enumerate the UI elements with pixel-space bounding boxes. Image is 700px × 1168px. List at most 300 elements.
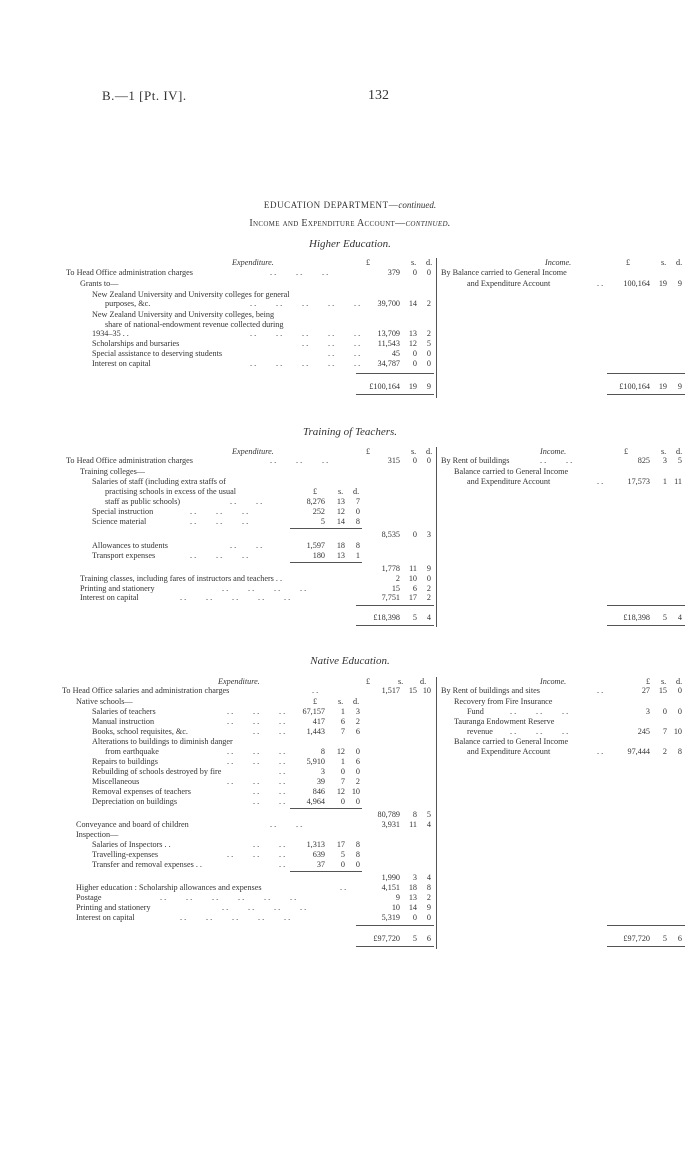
higher-row-shillings: 12 (408, 339, 417, 348)
higher-row-pence: 0 (426, 268, 431, 277)
total-rule (356, 625, 434, 626)
native-school-row-pence: 0 (355, 767, 360, 776)
training-exp-total-shillings: 5 (412, 613, 417, 622)
continued-note: continued. (405, 218, 451, 229)
higher-row-pounds: 39,700 (377, 299, 400, 308)
native-income-row-shillings: 2 (662, 747, 667, 756)
native-inspection-row-leader: . . (253, 840, 260, 849)
higher-row-leader: . . (296, 268, 303, 277)
native-school-row-leader: . . (227, 757, 234, 766)
native-inspection-row-leader: . . (279, 850, 286, 859)
native-school-row-leader: . . (279, 797, 286, 806)
training-row-leader: . . (190, 551, 197, 560)
native-income-row-leader: . . (536, 727, 543, 736)
higher-row: New Zealand University and University colleges for general (92, 290, 290, 299)
native-inspection-row-leader: . . (227, 850, 234, 859)
native-income-row: Tauranga Endowment Reserve (454, 717, 555, 726)
native-row-shillings: 13 (408, 893, 417, 902)
native-inspection-row-leader: . . (253, 850, 260, 859)
training-row-leader: . . (242, 517, 249, 526)
higher-row-label: 1934–35 . . (92, 329, 129, 338)
native-row-leader: . . (206, 913, 213, 922)
subtotal-rule (607, 605, 685, 606)
native-row-pence: 4 (426, 820, 431, 829)
native-row-pence: 8 (426, 883, 431, 892)
native-school-row-leader: . . (253, 707, 260, 716)
native-school-row-leader: . . (253, 757, 260, 766)
column-divider (436, 677, 437, 949)
column-divider (436, 447, 437, 627)
col-shillings: s. (411, 447, 417, 456)
higher-income-row-label: and Expenditure Account (467, 279, 551, 288)
sub-col-pence: d. (353, 487, 360, 496)
native-income-row-leader: . . (562, 707, 569, 716)
native-inspection-row-leader: . . (279, 840, 286, 849)
higher-row-leader: . . (276, 359, 283, 368)
training-row-leader: . . (222, 584, 229, 593)
higher-row-leader: . . (250, 329, 257, 338)
training-row-shillings: 13 (336, 551, 345, 560)
native-row-label: Printing and stationery (76, 903, 151, 912)
total-rule (607, 946, 685, 947)
training-row-leader: . . (206, 593, 213, 602)
training-row-pence: 1 (355, 551, 360, 560)
native-school-row-leader: . . (253, 727, 260, 736)
native-school-row-pounds: 1,443 (306, 727, 325, 736)
subtotal-rule (356, 605, 434, 606)
native-row-label: Conveyance and board of children (76, 820, 189, 829)
native-row-leader: . . (258, 913, 265, 922)
training-row-pence: 0 (426, 574, 431, 583)
higher-row-pounds: 45 (391, 349, 400, 358)
native-inspection-row-pence: 8 (355, 840, 360, 849)
native-row-pounds: 1,517 (381, 686, 400, 695)
expenditure-heading: Expenditure. (232, 258, 274, 267)
training-row-leader: . . (216, 551, 223, 560)
native-school-row-pounds: 3 (320, 767, 325, 776)
training-row-pounds: 180 (312, 551, 325, 560)
training-subtotal-pence: 9 (426, 564, 431, 573)
native-school-row-leader: . . (253, 777, 260, 786)
training-subtotal-shillings: 0 (412, 530, 417, 539)
higher-exp-total-pounds: £100,164 (369, 382, 400, 391)
native-school-row-pence: 6 (355, 727, 360, 736)
native-school-row-pence: 3 (355, 707, 360, 716)
native-income-row-pence: 10 (673, 727, 682, 736)
higher-row-leader: . . (322, 268, 329, 277)
col-shillings: s. (661, 447, 667, 456)
native-income-row-leader: . . (510, 707, 517, 716)
training-row-pounds: 2 (395, 574, 400, 583)
training-income-row-pounds: 825 (637, 456, 650, 465)
native-income-row-pence: 0 (677, 686, 682, 695)
col-pence: d. (676, 447, 683, 456)
training-row-leader: . . (190, 507, 197, 516)
training-income-row: Balance carried to General Income (454, 467, 569, 476)
native-row-pounds: 10 (391, 903, 400, 912)
higher-row-pounds: 11,543 (377, 339, 400, 348)
training-income-row-shillings: 1 (662, 477, 667, 486)
native-income-row: Balance carried to General Income (454, 737, 569, 746)
native-subtotal-pence: 5 (426, 810, 431, 819)
subtotal-rule (290, 562, 362, 563)
training-row-label: Allowances to students (92, 541, 168, 550)
native-row-shillings: 0 (412, 913, 417, 922)
native-income-row: Recovery from Fire Insurance (454, 697, 553, 706)
higher-row-leader: . . (328, 339, 335, 348)
higher-row-leader: . . (302, 299, 309, 308)
native-school-row-label: Removal expenses of teachers (92, 787, 191, 796)
native-inspection-row-pence: 0 (355, 860, 360, 869)
native-school-row-leader: . . (227, 717, 234, 726)
native-row-pounds: 5,319 (381, 913, 400, 922)
native-school-row-pence: 10 (351, 787, 360, 796)
training-row: Salaries of staff (including extra staffs of (92, 477, 226, 486)
training-row-leader: . . (256, 541, 263, 550)
native-school-row-shillings: 0 (340, 767, 345, 776)
training-subtotal-pounds: 8,535 (381, 530, 400, 539)
native-school-row-label: Repairs to buildings (92, 757, 158, 766)
native-inspection-row-leader: . . (279, 860, 286, 869)
native-inc-total-pence: 6 (677, 934, 682, 943)
training-row-leader: . . (300, 584, 307, 593)
sub-col-shillings: s. (338, 697, 344, 706)
expenditure-heading: Expenditure. (232, 447, 274, 456)
higher-income-row-leader: . . (597, 279, 604, 288)
higher-inc-total-pounds: £100,164 (619, 382, 650, 391)
higher-row-leader: . . (250, 299, 257, 308)
higher-row-label: Special assistance to deserving students (92, 349, 223, 358)
native-school-row-leader: . . (279, 727, 286, 736)
expenditure-heading: Expenditure. (218, 677, 260, 686)
higher-row: New Zealand University and University colleges, being (92, 310, 275, 319)
native-inspection-row-label: Salaries of Inspectors . . (92, 840, 171, 849)
native-school-row-shillings: 0 (340, 797, 345, 806)
native-subtotal-pence: 4 (426, 873, 431, 882)
training-row-leader: . . (274, 584, 281, 593)
account-title: Income and Expenditure Account—continued. (249, 218, 451, 229)
higher-income-row-shillings: 19 (658, 279, 667, 288)
native-inc-total-shillings: 5 (662, 934, 667, 943)
native-row-label: To Head Office salaries and administration charges (62, 686, 230, 695)
col-pounds: £ (366, 447, 371, 456)
training-row-pence: 2 (426, 593, 431, 602)
native-subtotal-shillings: 8 (412, 810, 417, 819)
training-row-label: staff as public schools) (105, 497, 181, 506)
training-income-row-leader: . . (540, 456, 547, 465)
native-row-leader: . . (270, 820, 277, 829)
native-row-leader: . . (274, 903, 281, 912)
native-exp-total-pence: 6 (426, 934, 431, 943)
training-row-leader: . . (284, 593, 291, 602)
native-school-row-pence: 6 (355, 757, 360, 766)
page-number: 132 (368, 88, 389, 103)
higher-row-shillings: 0 (412, 349, 417, 358)
training-row-leader: . . (270, 456, 277, 465)
native-income-row-pounds: 3 (645, 707, 650, 716)
native-school-row-pounds: 417 (312, 717, 325, 726)
higher-exp-total-shillings: 19 (408, 382, 417, 391)
native-row-leader: . . (300, 903, 307, 912)
higher-row-shillings: 13 (408, 329, 417, 338)
native-inspection-row-shillings: 5 (340, 850, 345, 859)
higher-row-leader: . . (328, 349, 335, 358)
training-row-leader: . . (248, 584, 255, 593)
higher-row-leader: . . (354, 329, 361, 338)
native-row-leader: . . (180, 913, 187, 922)
training-subtotal-pence: 3 (426, 530, 431, 539)
sub-col-pence: d. (353, 697, 360, 706)
col-pounds: £ (366, 677, 371, 686)
col-pence: d. (420, 677, 427, 686)
higher-row-label: To Head Office administration charges (66, 268, 193, 277)
native-inspection-row-pounds: 639 (312, 850, 325, 859)
native-row-leader: . . (222, 903, 229, 912)
higher-row-label: Scholarships and bursaries (92, 339, 180, 348)
col-pence: d. (676, 258, 683, 267)
native-school-row-pence: 2 (355, 777, 360, 786)
native-row-leader: . . (238, 893, 245, 902)
higher-row-pounds: 34,787 (377, 359, 400, 368)
total-rule (356, 946, 434, 947)
native-school-row-label: Manual instruction (92, 717, 155, 726)
native-school-row-leader: . . (279, 777, 286, 786)
higher-row-pounds: 13,709 (377, 329, 400, 338)
higher-row-shillings: 0 (412, 268, 417, 277)
subtotal-rule (607, 373, 685, 374)
higher-row-shillings: 14 (408, 299, 417, 308)
training-row-shillings: 6 (412, 584, 417, 593)
native-school-row-label: Books, school requisites, &c. (92, 727, 188, 736)
native-school-row-pence: 2 (355, 717, 360, 726)
native-row-label: Postage (76, 893, 102, 902)
native-school-row-shillings: 6 (340, 717, 345, 726)
training-row-leader: . . (242, 551, 249, 560)
training-subtotal-pounds: 1,778 (381, 564, 400, 573)
training-row-pence: 7 (355, 497, 360, 506)
training-row-leader: . . (296, 456, 303, 465)
native-school-row-leader: . . (279, 767, 286, 776)
native-school-row-pounds: 8 (320, 747, 325, 756)
training-inc-total-pounds: £18,398 (623, 613, 650, 622)
training-income-row-label: By Rent of buildings (441, 456, 510, 465)
higher-row-pence: 5 (426, 339, 431, 348)
higher-income-row: By Balance carried to General Income (441, 268, 567, 277)
training-row-pounds: 1,597 (306, 541, 325, 550)
native-inspection-row-label: Travelling-expenses (92, 850, 159, 859)
native-income-row-shillings: 7 (662, 727, 667, 736)
training-row-shillings: 0 (412, 456, 417, 465)
native-row-leader: . . (232, 913, 239, 922)
native-row-label: Higher education : Scholarship allowances and expenses (76, 883, 262, 892)
training-row-shillings: 10 (408, 574, 417, 583)
native-school-row-shillings: 7 (340, 727, 345, 736)
training-income-row-pence: 5 (677, 456, 682, 465)
native-row-leader: . . (160, 893, 167, 902)
training-income-row-pence: 11 (674, 477, 682, 486)
native-inspection-row-shillings: 17 (336, 840, 345, 849)
native-row: Native schools— (76, 697, 133, 706)
higher-row-label: Interest on capital (92, 359, 151, 368)
training-row-leader: . . (322, 456, 329, 465)
subtotal-rule (290, 808, 362, 809)
income-heading: Income. (540, 447, 567, 456)
native-subtotal-shillings: 3 (412, 873, 417, 882)
training-row-label: Special instruction (92, 507, 154, 516)
native-school-row-leader: . . (279, 757, 286, 766)
native-school-row-leader: . . (253, 787, 260, 796)
col-pounds: £ (366, 258, 371, 267)
native-school-row-leader: . . (227, 707, 234, 716)
native-school-row-label: Salaries of teachers (92, 707, 156, 716)
native-row-leader: . . (312, 686, 319, 695)
col-pence: d. (676, 677, 683, 686)
native-school-row-pence: 0 (355, 797, 360, 806)
native-income-row-label: Fund (467, 707, 484, 716)
training-row-shillings: 18 (336, 541, 345, 550)
native-school-row-leader: . . (227, 747, 234, 756)
section-heading-higher: Higher Education. (309, 238, 391, 250)
native-row-pounds: 9 (395, 893, 400, 902)
training-row-pence: 0 (355, 507, 360, 516)
training-income-row-pounds: 17,573 (627, 477, 650, 486)
native-school-row-leader: . . (253, 797, 260, 806)
training-row-pounds: 252 (312, 507, 325, 516)
higher-row-leader: . . (276, 299, 283, 308)
higher-row-leader: . . (250, 359, 257, 368)
training-subtotal-shillings: 11 (409, 564, 417, 573)
higher-row-leader: . . (328, 299, 335, 308)
total-rule (607, 625, 685, 626)
department-title: EDUCATION DEPARTMENT—continued. (263, 200, 437, 210)
native-school-row-leader: . . (279, 747, 286, 756)
native-income-row-label: revenue (467, 727, 493, 736)
native-school-row-pounds: 5,910 (306, 757, 325, 766)
higher-row-leader: . . (328, 329, 335, 338)
training-row-label: Transport expenses (92, 551, 156, 560)
sub-col-pounds: £ (313, 487, 318, 496)
native-row-leader: . . (212, 893, 219, 902)
subtotal-rule (290, 871, 362, 872)
training-income-row-label: and Expenditure Account (467, 477, 551, 486)
native-school-row-shillings: 1 (340, 707, 345, 716)
higher-row-leader: . . (276, 329, 283, 338)
native-income-row-label: and Expenditure Account (467, 747, 551, 756)
native-school-row-pounds: 4,964 (306, 797, 325, 806)
income-heading: Income. (540, 677, 567, 686)
native-income-row-leader: . . (597, 747, 604, 756)
native-inspection-row-label: Transfer and removal expenses . . (92, 860, 202, 869)
native-school-row-pence: 0 (355, 747, 360, 756)
native-row-pence: 0 (426, 913, 431, 922)
training-inc-total-shillings: 5 (662, 613, 667, 622)
higher-row-pence: 0 (426, 359, 431, 368)
higher-exp-total-pence: 9 (426, 382, 431, 391)
training-row-label: Interest on capital (80, 593, 139, 602)
training-row-pounds: 5 (320, 517, 325, 526)
native-school-row-pounds: 39 (316, 777, 325, 786)
higher-row-leader: . . (354, 359, 361, 368)
higher-row-leader: . . (354, 299, 361, 308)
col-shillings: s. (398, 677, 404, 686)
native-school-row-shillings: 12 (336, 747, 345, 756)
native-row-leader: . . (296, 820, 303, 829)
native-exp-total-pounds: £97,720 (373, 934, 400, 943)
continued-note: continued. (398, 200, 437, 210)
native-income-row-pounds: 97,444 (627, 747, 650, 756)
higher-row-pounds: 379 (387, 268, 400, 277)
native-school-row-leader: . . (227, 777, 234, 786)
training-row-leader: . . (216, 507, 223, 516)
native-row-leader: . . (248, 903, 255, 912)
native-income-row-pounds: 27 (641, 686, 650, 695)
native-school-row-leader: . . (279, 717, 286, 726)
training-exp-total-pence: 4 (426, 613, 431, 622)
col-shillings: s. (661, 677, 667, 686)
native-school-row-pounds: 846 (312, 787, 325, 796)
native-school-row-leader: . . (253, 747, 260, 756)
col-pounds: £ (624, 447, 629, 456)
section-heading-training: Training of Teachers. (302, 426, 398, 438)
native-subtotal-pounds: 80,789 (377, 810, 400, 819)
training-income-row-leader: . . (597, 477, 604, 486)
higher-row-leader: . . (328, 359, 335, 368)
section-heading-native: Native Education. (310, 655, 390, 667)
subtotal-rule (607, 925, 685, 926)
col-pence: d. (426, 258, 433, 267)
training-income-row-leader: . . (566, 456, 573, 465)
training-row-leader: . . (190, 517, 197, 526)
native-school-row-shillings: 1 (340, 757, 345, 766)
native-row-shillings: 11 (409, 820, 417, 829)
native-school-row-leader: . . (279, 707, 286, 716)
native-inspection-row-shillings: 0 (340, 860, 345, 869)
higher-row: share of national-endowment revenue collected during (105, 320, 284, 329)
higher-row-leader: . . (302, 329, 309, 338)
higher-income-row-pounds: 100,164 (623, 279, 650, 288)
training-income-row-shillings: 3 (662, 456, 667, 465)
training-row-leader: . . (258, 593, 265, 602)
training-row-leader: . . (232, 593, 239, 602)
higher-row-leader: . . (302, 359, 309, 368)
native-row-pence: 9 (426, 903, 431, 912)
native-income-row-leader: . . (536, 707, 543, 716)
native-exp-total-shillings: 5 (412, 934, 417, 943)
higher-inc-total-pence: 9 (677, 382, 682, 391)
higher-row-leader: . . (354, 339, 361, 348)
training-row-label: Training classes, including fares of instructors and teachers . . (80, 574, 283, 583)
training-row-leader: . . (230, 541, 237, 550)
higher-inc-total-shillings: 19 (658, 382, 667, 391)
col-shillings: s. (661, 258, 667, 267)
training-row-pounds: 7,751 (381, 593, 400, 602)
native-income-row-pence: 8 (677, 747, 682, 756)
higher-row-leader: . . (354, 349, 361, 358)
sub-col-shillings: s. (338, 487, 344, 496)
subtotal-rule (290, 528, 362, 529)
training-row-pounds: 8,276 (306, 497, 325, 506)
total-rule (356, 394, 434, 395)
sub-col-pounds: £ (313, 697, 318, 706)
page-reference: B.—1 [Pt. IV]. (102, 88, 187, 103)
native-row: Inspection— (76, 830, 119, 839)
native-row-pence: 2 (426, 893, 431, 902)
native-school-row-pounds: 67,157 (302, 707, 325, 716)
native-school-row-leader: . . (279, 787, 286, 796)
training-row-shillings: 13 (336, 497, 345, 506)
training-row-pence: 2 (426, 584, 431, 593)
higher-row: Grants to— (80, 279, 119, 288)
